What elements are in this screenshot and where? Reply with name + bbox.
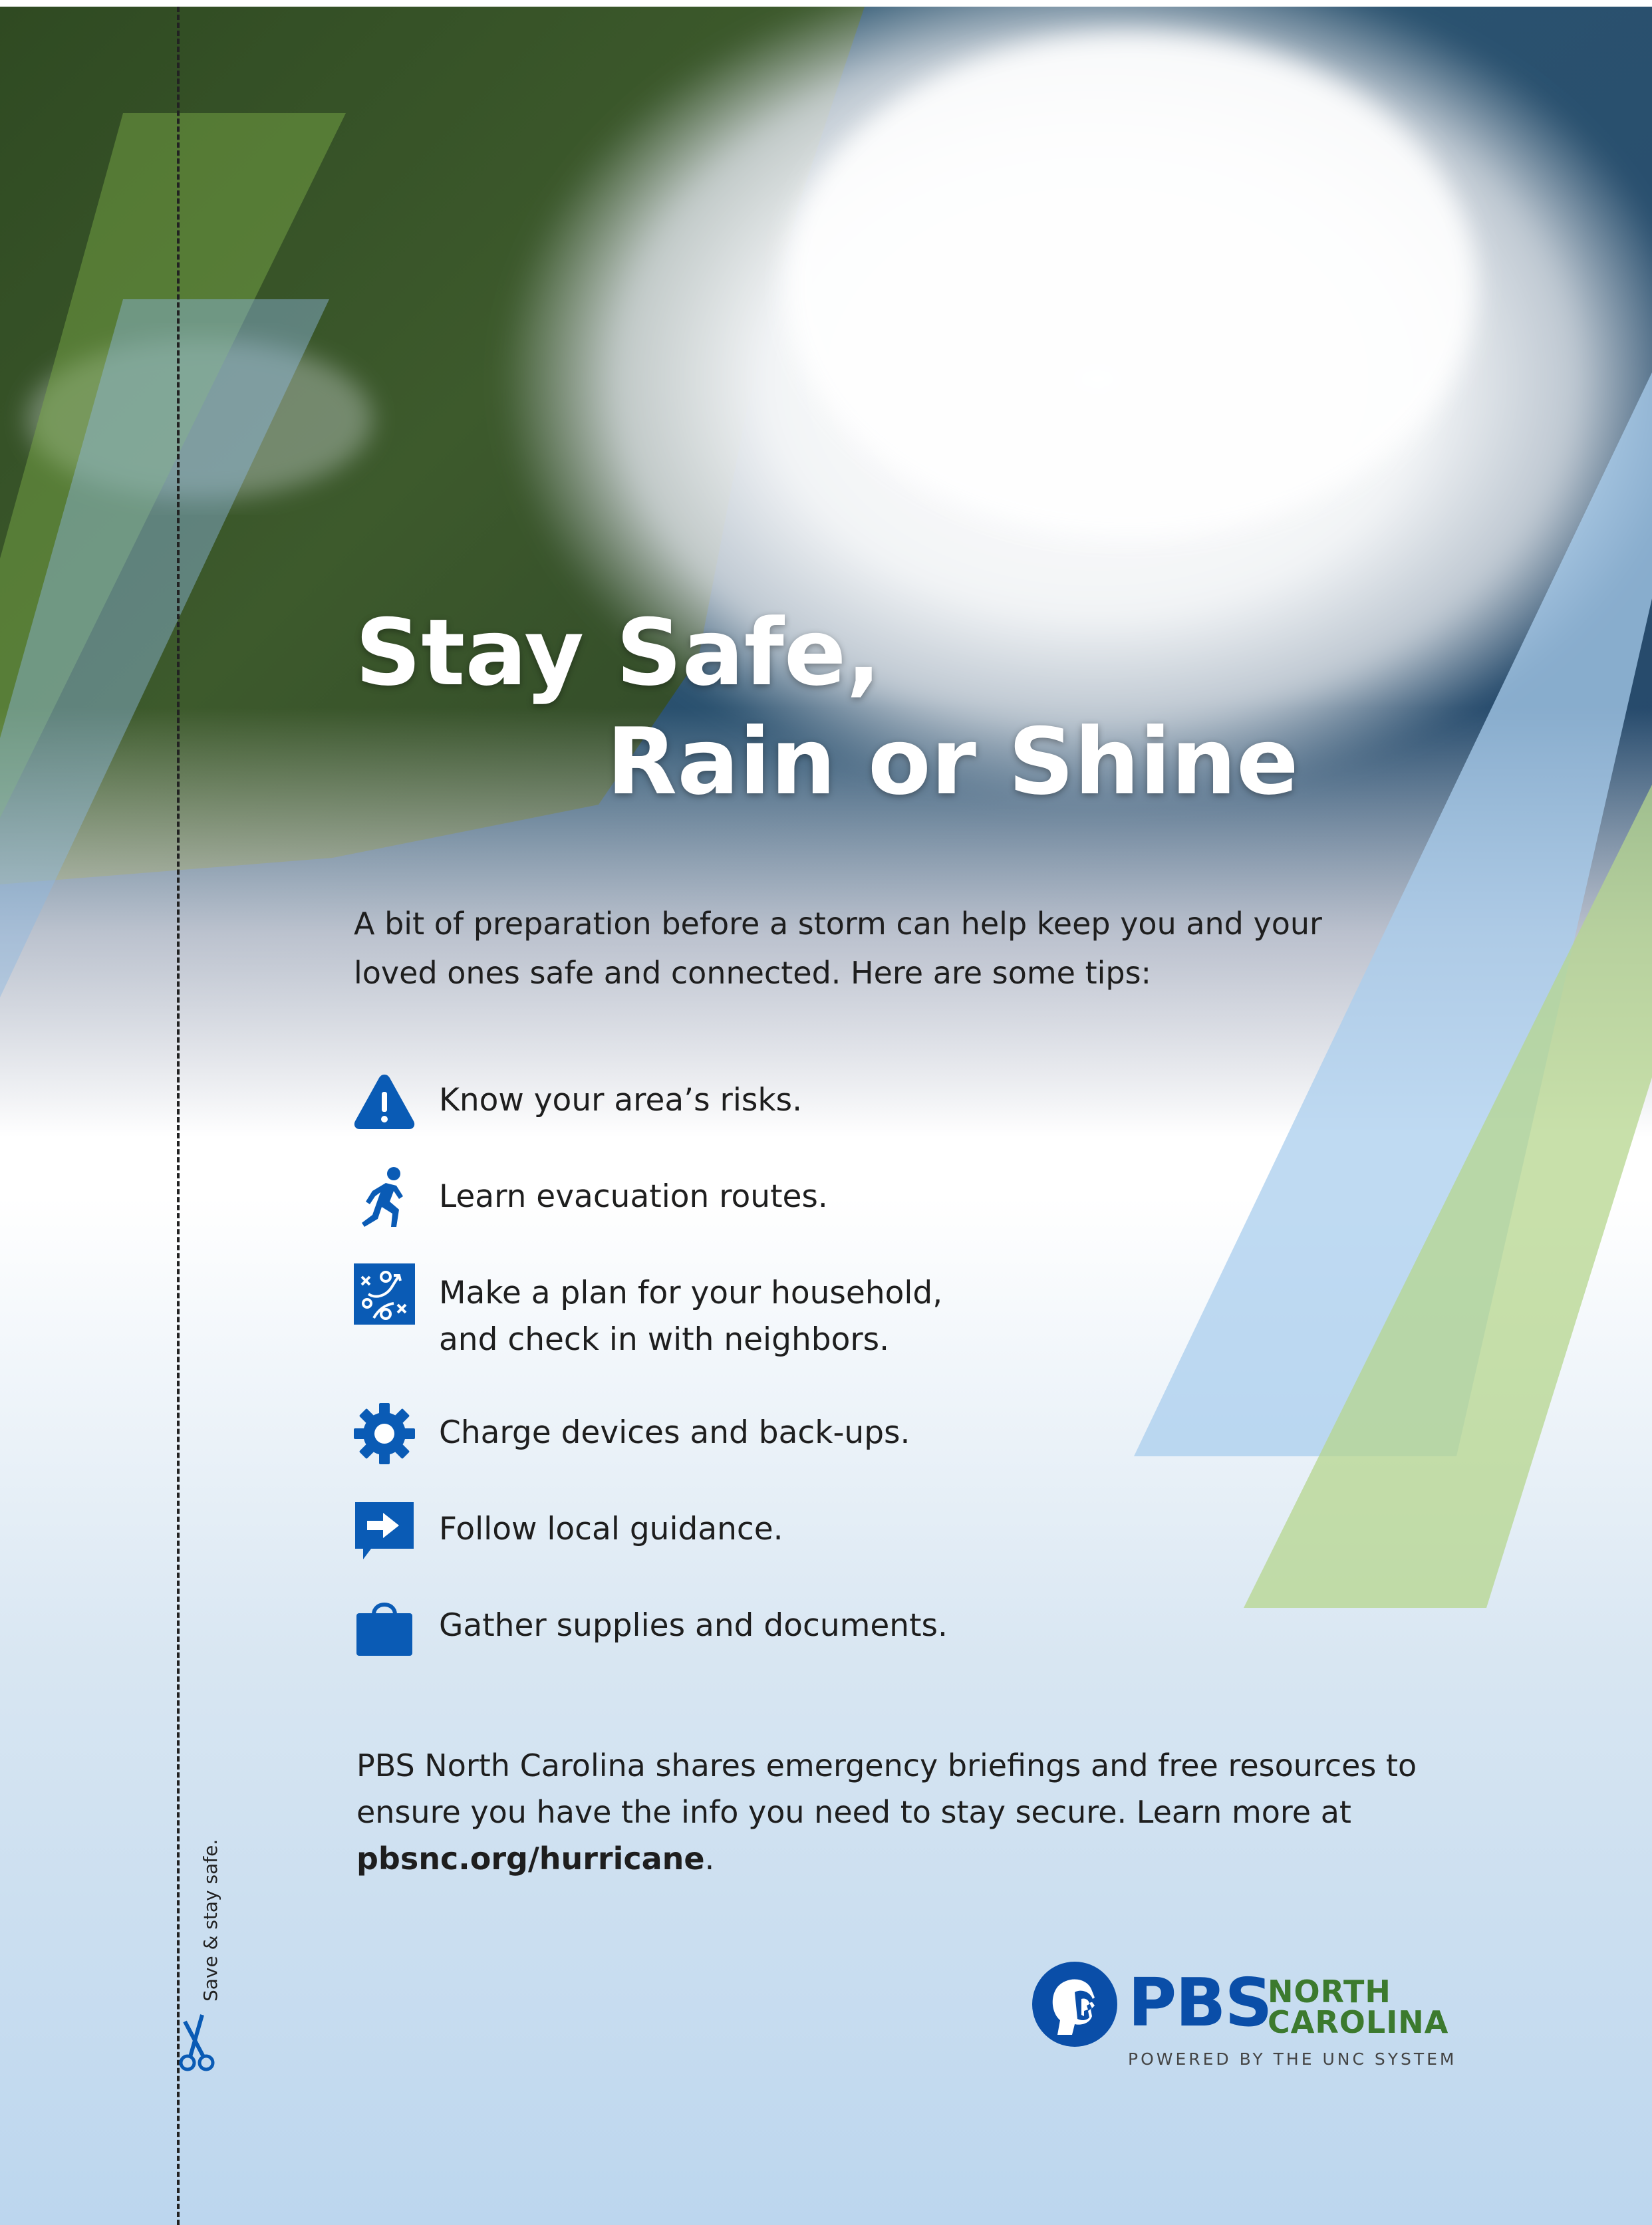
page-title <box>355 598 1299 817</box>
list-item <box>352 1069 802 1133</box>
title-line-1: Stay Safe, <box>355 599 881 706</box>
footer-text: PBS North Carolina shares emergency briefings and free resources to ensure you have the info you need to stay secure. Learn more at <box>356 1748 1417 1830</box>
pbs-head-logo-icon <box>1028 1960 1128 2060</box>
tip-text: Gather supplies and documents. <box>439 1607 948 1644</box>
footer-link[interactable]: pbsnc.org/hurricane <box>356 1841 705 1877</box>
logo-tagline: POWERED BY THE UNC SYSTEM <box>1128 2049 1457 2069</box>
list-item <box>352 1402 910 1466</box>
list-item <box>352 1262 942 1363</box>
tip-text: Charge devices and back-ups. <box>439 1414 910 1451</box>
list-item <box>352 1166 828 1230</box>
cut-label: Save & stay safe. <box>200 1839 221 2002</box>
tip-text: Make a plan for your household, and check in with neighbors. <box>439 1275 943 1358</box>
top-border <box>0 0 1652 7</box>
warning-icon <box>352 1069 416 1133</box>
north-carolina-wordmark <box>1268 1974 1449 2040</box>
running-person-icon <box>352 1166 416 1230</box>
gear-icon <box>352 1402 416 1466</box>
tip-text: Follow local guidance. <box>439 1511 783 1547</box>
arrow-sign-icon <box>352 1498 416 1562</box>
list-item <box>352 1595 948 1658</box>
pbs-wordmark: PBS <box>1128 1964 1272 2041</box>
list-item <box>352 1498 783 1562</box>
logo-north: NORTH <box>1268 1974 1391 2010</box>
footer-paragraph <box>356 1742 1421 1882</box>
logo-carolina: CAROLINA <box>1268 2004 1449 2040</box>
bag-icon <box>352 1595 416 1658</box>
intro-paragraph: A bit of preparation before a storm can help keep you and your loved ones safe and connected. Here are some tips: <box>354 906 1322 991</box>
tip-text: Know your area’s risks. <box>439 1082 803 1118</box>
dashed-cut-line <box>177 7 180 2225</box>
title-line-2: Rain or Shine <box>607 708 1299 815</box>
playbook-plan-icon <box>352 1262 416 1326</box>
scissors-icon <box>170 2008 223 2075</box>
tip-text: Learn evacuation routes. <box>439 1178 828 1215</box>
pbs-north-carolina-logo <box>1028 1960 1467 2080</box>
footer-end: . <box>704 1841 715 1877</box>
